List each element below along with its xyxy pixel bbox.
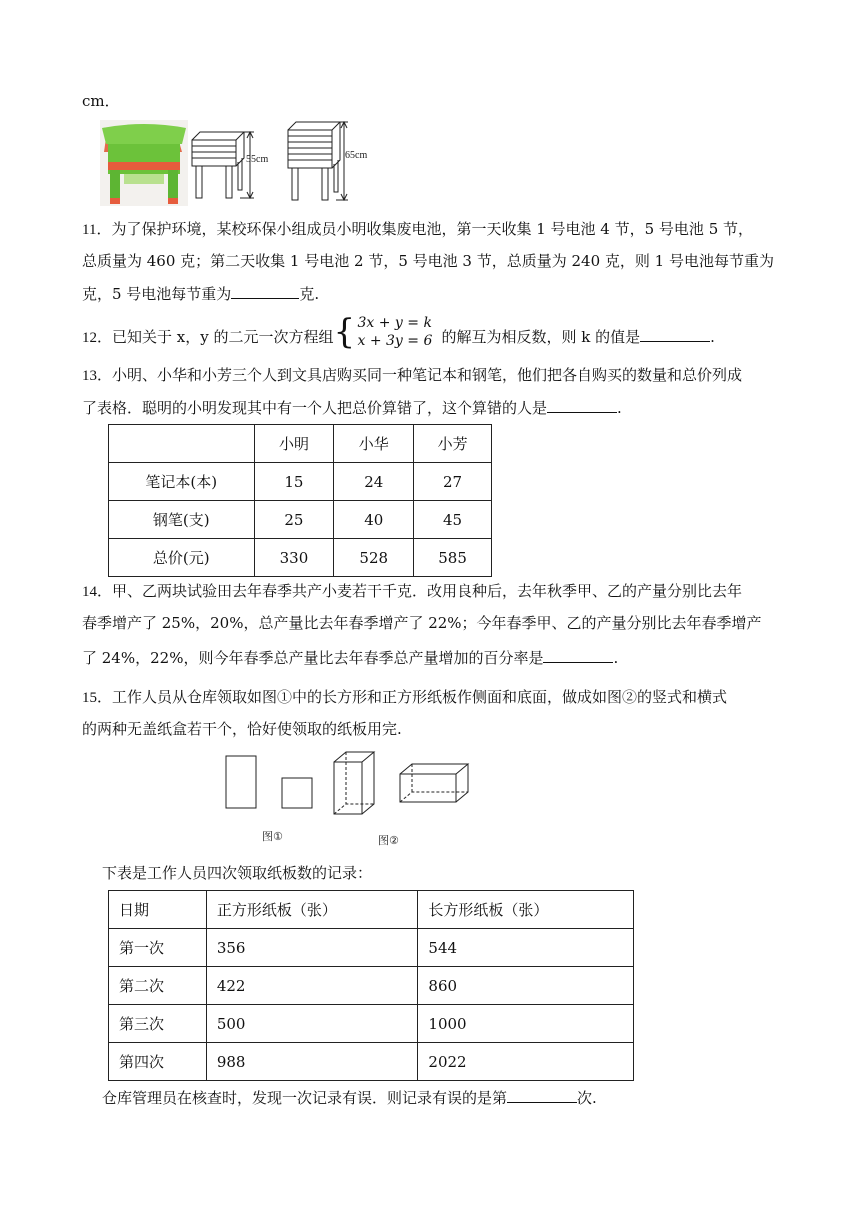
left-brace-icon: {	[333, 312, 356, 352]
table-cell: 988	[206, 1043, 418, 1081]
table-cell: 24	[334, 463, 414, 501]
stool-drawing-5	[288, 122, 348, 200]
q15-line-1	[82, 686, 727, 709]
board-record-table	[108, 890, 634, 1081]
q15-text-1: 工作人员从仓库领取如图①中的长方形和正方形纸板作侧面和底面，做成如图②的竖式和横式	[112, 688, 728, 706]
q15-closing-text-b: 次.	[577, 1089, 597, 1107]
table-row	[109, 967, 634, 1005]
rectangle-board-shape	[226, 756, 256, 808]
table-header-cell: 小明	[254, 425, 334, 463]
table-cell: 第三次	[109, 1005, 207, 1043]
table-cell: 860	[418, 967, 634, 1005]
q14-line-3	[82, 646, 618, 669]
q11-line-3	[82, 282, 319, 305]
table-cell: 27	[414, 463, 492, 501]
table-cell: 第四次	[109, 1043, 207, 1081]
table-cell: 第一次	[109, 929, 207, 967]
q13-number: 13．	[82, 368, 113, 384]
q13-text-2a: 了表格．聪明的小明发现其中有一个人把总价算错了，这个算错的人是	[82, 399, 548, 417]
q14-number: 14．	[82, 584, 113, 600]
figure-1-caption: 图①	[262, 830, 283, 843]
table-row	[109, 929, 634, 967]
purchase-table	[108, 424, 492, 577]
table-header-cell: 小华	[334, 425, 414, 463]
q11-text-1: 为了保护环境，某校环保小组成员小明收集废电池，第一天收集 1 号电池 4 节，5 号电池 5 节，	[111, 220, 754, 238]
table-row	[109, 1005, 634, 1043]
table-cell: 2022	[418, 1043, 634, 1081]
table-cell: 544	[418, 929, 634, 967]
q13-answer-blank[interactable]	[547, 396, 617, 413]
q12-answer-blank[interactable]	[640, 325, 710, 342]
q13-text-2b: .	[617, 399, 622, 417]
square-board-shape	[282, 778, 312, 808]
table-cell: 15	[254, 463, 334, 501]
table-cell: 40	[334, 501, 414, 539]
equation-system	[334, 314, 442, 352]
q11-answer-blank[interactable]	[231, 282, 299, 299]
q15-closing-text-a: 仓库管理员在核查时，发现一次记录有误．则记录有误的是第	[102, 1089, 508, 1107]
q12-text-c: .	[710, 328, 715, 346]
q11-line-2: 总质量为 460 克；第二天收集 1 号电池 2 节，5 号电池 3 节，总质量为 240 克，则 1 号电池每节重为	[82, 252, 774, 270]
stool-stack-figure	[100, 118, 390, 208]
table-header-cell	[109, 425, 255, 463]
equation-1: 3x + y = k	[357, 315, 432, 331]
table-row	[109, 501, 492, 539]
table-header-cell: 小芳	[414, 425, 492, 463]
q12-text-b: 的解互为相反数，则 k 的值是	[441, 328, 641, 346]
q15-answer-blank[interactable]	[507, 1086, 577, 1103]
q13-line-2	[82, 396, 622, 419]
vertical-box-shape	[334, 752, 374, 814]
q10-tail: cm．	[82, 92, 120, 110]
q11-number: 11．	[82, 222, 112, 238]
table-cell: 笔记本(本)	[109, 463, 255, 501]
q13-line-1	[82, 364, 742, 387]
table-cell: 330	[254, 539, 334, 577]
equation-2: x + 3y = 6	[357, 333, 433, 349]
q12-number: 12．	[82, 330, 113, 346]
q11-line-1	[82, 218, 753, 241]
table-header-row	[109, 425, 492, 463]
table-row	[109, 539, 492, 577]
table-cell: 钢笔(支)	[109, 501, 255, 539]
q15-line-2: 的两种无盖纸盒若干个，恰好使领取的纸板用完.	[82, 720, 402, 738]
table-cell: 45	[414, 501, 492, 539]
horizontal-box-shape	[400, 764, 468, 802]
paper-box-figure	[220, 748, 480, 848]
table-cell: 1000	[418, 1005, 634, 1043]
q14-line-2: 春季增产了 25%，20%，总产量比去年春季增产了 22%；今年春季甲、乙的产量分别比去年春季增产	[82, 614, 762, 632]
table-cell: 528	[334, 539, 414, 577]
q14-text-3b: .	[613, 649, 619, 667]
stool-height-5-label: 65cm	[345, 150, 368, 161]
table-header-cell: 正方形纸板（张）	[206, 891, 418, 929]
table-cell: 总价(元)	[109, 539, 255, 577]
q15-number: 15．	[82, 690, 113, 706]
q11-text-3b: 克.	[299, 285, 320, 303]
table-header-cell: 日期	[109, 891, 207, 929]
table-cell: 第二次	[109, 967, 207, 1005]
q14-text-1: 甲、乙两块试验田去年春季共产小麦若干千克．改用良种后，去年秋季甲、乙的产量分别比去年	[112, 582, 743, 600]
table-cell: 356	[206, 929, 418, 967]
table-cell: 500	[206, 1005, 418, 1043]
stool-height-3-label: 55cm	[246, 154, 269, 165]
stool-drawing-3	[192, 132, 254, 198]
q11-text-3a: 克，5 号电池每节重为	[82, 285, 232, 303]
q14-answer-blank[interactable]	[543, 646, 613, 663]
stool-photo	[100, 120, 188, 206]
table-header-row	[109, 891, 634, 929]
q12-text-a: 已知关于 x，y 的二元一次方程组	[112, 328, 334, 346]
q15-table-intro: 下表是工作人员四次领取纸板数的记录：	[102, 864, 373, 882]
q15-closing-line	[102, 1086, 597, 1109]
q14-text-3a: 了 24%，22%，则今年春季总产量比去年春季总产量增加的百分率是	[82, 649, 544, 667]
table-cell: 25	[254, 501, 334, 539]
figure-2-caption: 图②	[378, 834, 399, 847]
q13-text-1: 小明、小华和小芳三个人到文具店购买同一种笔记本和钢笔，他们把各自购买的数量和总价列成	[112, 366, 743, 384]
table-row	[109, 1043, 634, 1081]
q14-line-1	[82, 580, 742, 603]
table-row	[109, 463, 492, 501]
table-cell: 422	[206, 967, 418, 1005]
table-cell: 585	[414, 539, 492, 577]
q12-line	[82, 312, 715, 352]
table-header-cell: 长方形纸板（张）	[418, 891, 634, 929]
